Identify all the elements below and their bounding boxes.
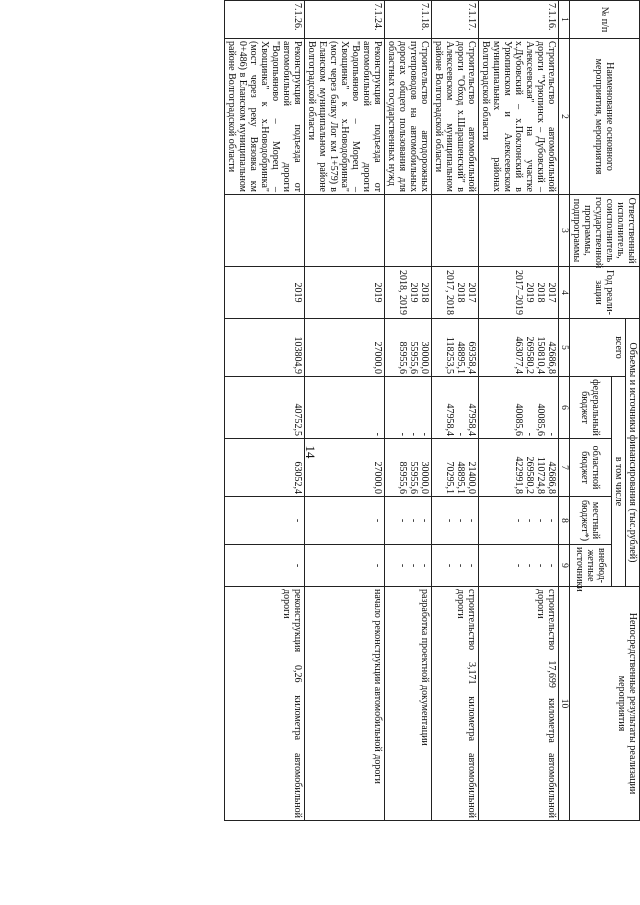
column-number-2: 2 xyxy=(559,39,570,195)
header-num: № п/п xyxy=(570,1,640,39)
result-cell: строительство 3,171 километра автомобильной дороги xyxy=(432,587,479,821)
regional-cell xyxy=(432,439,479,497)
regional-cell xyxy=(305,439,385,497)
extra-cell xyxy=(225,545,305,587)
column-number-3: 3 xyxy=(559,195,570,267)
result-cell: начало реконструкции автомобильной дороги xyxy=(305,587,385,821)
regional-cell-value: 70295,1 xyxy=(444,461,455,494)
extra-cell xyxy=(479,545,559,587)
event-name: Строительство автомобильной дороги "Урюпинск – Дубовский – Алексеевская" на участке х.Дубовский – х.Поклонский в Урюпинском и Алексеевском муниципальных районах Волгоградской области xyxy=(479,39,559,195)
total-cell xyxy=(305,319,385,377)
local-cell-value: - xyxy=(524,518,535,523)
total-cell xyxy=(432,319,479,377)
total-cell xyxy=(225,319,305,377)
local-cell-value: - xyxy=(455,518,466,523)
federal-cell-value: 47958,4 xyxy=(466,403,477,436)
column-number-6: 6 xyxy=(559,377,570,439)
federal-cell-value: - xyxy=(546,432,557,436)
total-cell-value: 42686,8 xyxy=(546,341,557,374)
header-local: местный бюджет*) xyxy=(570,497,612,545)
event-name: Строительство автодорожных путепроводов на автомобильных дорогах общего пользования для областных государственных нужд xyxy=(385,39,432,195)
extra-cell-value: - xyxy=(419,563,430,568)
local-cell-value: - xyxy=(444,518,455,523)
responsible-cell xyxy=(225,195,305,267)
regional-cell-value: 269580,2 xyxy=(524,456,535,494)
total-cell xyxy=(479,319,559,377)
extra-cell xyxy=(432,545,479,587)
total-cell-value: 30000,0 xyxy=(419,341,430,374)
local-cell-value: - xyxy=(292,518,303,523)
table-row xyxy=(385,1,432,821)
year-cell-value: 2018 xyxy=(419,282,430,303)
federal-cell-value: 47958,4 xyxy=(444,403,455,436)
year-cell xyxy=(385,267,432,319)
header-extra: внебюд-жетные источники xyxy=(570,545,612,587)
federal-cell xyxy=(432,377,479,439)
extra-cell-value: - xyxy=(292,563,303,568)
header-funding: Объемы и источники финансирования (тыс.рублей) xyxy=(626,319,640,587)
regional-cell-value: 422991,8 xyxy=(513,456,524,494)
row-number: 7.1.18. xyxy=(385,1,432,39)
table-body xyxy=(225,1,559,821)
extra-cell-value: - xyxy=(466,563,477,568)
extra-cell-value: - xyxy=(535,563,546,568)
federal-cell xyxy=(225,377,305,439)
total-cell-value: 118253,5 xyxy=(444,336,455,374)
regional-cell xyxy=(479,439,559,497)
row-number: 7.1.16. xyxy=(479,1,559,39)
local-cell xyxy=(385,497,432,545)
local-cell xyxy=(432,497,479,545)
column-number-8: 8 xyxy=(559,497,570,545)
extra-cell-value: - xyxy=(455,563,466,568)
total-cell-value: 150810,4 xyxy=(535,336,546,374)
year-cell-value: 2019 xyxy=(292,282,303,303)
total-cell-value: 69358,4 xyxy=(466,341,477,374)
total-cell-value: 27000,0 xyxy=(372,341,383,374)
regional-cell xyxy=(385,439,432,497)
total-cell-value: 48895,1 xyxy=(455,341,466,374)
federal-cell-value: 40752,5 xyxy=(292,403,303,436)
year-cell-value: 2019 xyxy=(408,282,419,303)
federal-cell-value: - xyxy=(372,432,383,436)
column-number-7: 7 xyxy=(559,439,570,497)
year-cell-value: 2017 xyxy=(546,282,557,303)
year-cell xyxy=(479,267,559,319)
column-number-10: 10 xyxy=(559,587,570,821)
extra-cell-value: - xyxy=(397,563,408,568)
extra-cell-value: - xyxy=(444,563,455,568)
table-row xyxy=(479,1,559,821)
local-cell-value: - xyxy=(535,518,546,523)
column-number-4: 4 xyxy=(559,267,570,319)
total-cell-value: 85955,6 xyxy=(397,341,408,374)
row-number: 7.1.26. xyxy=(225,1,305,39)
local-cell xyxy=(225,497,305,545)
federal-cell-value: - xyxy=(397,432,408,436)
local-cell-value: - xyxy=(513,518,524,523)
total-cell-value: 55955,6 xyxy=(408,341,419,374)
regional-cell-value: 63052,4 xyxy=(292,461,303,494)
table-row xyxy=(225,1,305,821)
extra-cell-value: - xyxy=(372,563,383,568)
regional-cell-value: 85955,6 xyxy=(397,461,408,494)
federal-cell-value: 40085,6 xyxy=(513,403,524,436)
federal-cell-value: - xyxy=(419,432,430,436)
total-cell-value: 103804,9 xyxy=(292,336,303,374)
extra-cell xyxy=(305,545,385,587)
total-cell xyxy=(385,319,432,377)
local-cell-value: - xyxy=(408,518,419,523)
header-year: Год реали-зации xyxy=(570,267,640,319)
year-cell-value: 2018 xyxy=(455,282,466,303)
federal-cell xyxy=(479,377,559,439)
page-number: 14 xyxy=(303,445,318,459)
regional-cell-value: 42686,8 xyxy=(546,461,557,494)
local-cell-value: - xyxy=(466,518,477,523)
funding-table xyxy=(224,0,640,821)
column-number-1: 1 xyxy=(559,1,570,39)
responsible-cell xyxy=(305,195,385,267)
regional-cell xyxy=(225,439,305,497)
year-cell-value: 2018 xyxy=(535,282,546,303)
responsible-cell xyxy=(432,195,479,267)
column-number-row xyxy=(559,1,570,821)
year-cell xyxy=(225,267,305,319)
result-cell: строительство 17,699 километра автомобильной дороги xyxy=(479,587,559,821)
extra-cell-value: - xyxy=(513,563,524,568)
federal-cell-value: - xyxy=(524,432,535,436)
rotated-table-container xyxy=(115,0,640,820)
event-name: Строительство автомобильной дороги "Обход х.Шарашенский" в Алексеевском муниципальном районе Волгоградской области xyxy=(432,39,479,195)
local-cell-value: - xyxy=(419,518,430,523)
local-cell xyxy=(305,497,385,545)
event-name: Реконструкция подъезда от автомобильной дороги "Водопьяново – Морец – Хвощинка" к х.Новодобринка" (мост через балку Лог км 1+579) в Еланском муниципальном районе Волгоградской области xyxy=(305,39,385,195)
regional-cell-value: 30000,0 xyxy=(419,461,430,494)
regional-cell-value: 48895,1 xyxy=(455,461,466,494)
regional-cell-value: 110724,8 xyxy=(535,456,546,494)
header-total: всего xyxy=(570,319,626,377)
local-cell-value: - xyxy=(546,518,557,523)
total-cell-value: 269580,2 xyxy=(524,336,535,374)
column-number-9: 9 xyxy=(559,545,570,587)
header-federal: федеральный бюджет xyxy=(570,377,612,439)
header-incl: в том числе xyxy=(612,377,626,587)
year-cell-value: 2018, 2019 xyxy=(397,270,408,315)
event-name: Реконструкция подъезда от автомобильной дороги "Водопьяново – Морец – Хвощинка" к х.Новодобринка" (мост через реку Вязовка км 0+486) в Еланском муниципальном районе Волгоградской области xyxy=(225,39,305,195)
responsible-cell xyxy=(479,195,559,267)
year-cell-value: 2019 xyxy=(372,282,383,303)
table-row xyxy=(305,1,385,821)
year-cell-value: 2019 xyxy=(524,282,535,303)
extra-cell-value: - xyxy=(408,563,419,568)
year-cell xyxy=(432,267,479,319)
federal-cell-value: - xyxy=(408,432,419,436)
federal-cell xyxy=(385,377,432,439)
column-number-5: 5 xyxy=(559,319,570,377)
year-cell xyxy=(305,267,385,319)
row-number: 7.1.17. xyxy=(432,1,479,39)
federal-cell-value: - xyxy=(455,432,466,436)
table-row xyxy=(432,1,479,821)
total-cell-value: 463077,4 xyxy=(513,336,524,374)
header-results: Непосредственные результаты реализации мероприятия xyxy=(570,587,640,821)
federal-cell xyxy=(305,377,385,439)
header-responsible: Ответственный исполнитель, соисполнитель государственной программы, подпрограммы xyxy=(570,195,640,267)
extra-cell xyxy=(385,545,432,587)
regional-cell-value: 27000,0 xyxy=(372,461,383,494)
regional-cell-value: 55955,6 xyxy=(408,461,419,494)
regional-cell-value: 21400,0 xyxy=(466,461,477,494)
federal-cell-value: 40085,6 xyxy=(535,403,546,436)
row-number: 7.1.24. xyxy=(305,1,385,39)
header-regional: областной бюджет xyxy=(570,439,612,497)
result-cell: реконструкция 0,26 километра автомобильной дороги xyxy=(225,587,305,821)
extra-cell-value: - xyxy=(524,563,535,568)
responsible-cell xyxy=(385,195,432,267)
year-cell-value: 2017–2019 xyxy=(513,270,524,315)
year-cell-value: 2017, 2018 xyxy=(444,270,455,315)
local-cell-value: - xyxy=(397,518,408,523)
header-name: Наименование основного мероприятия, мероприятия xyxy=(570,39,640,195)
local-cell xyxy=(479,497,559,545)
year-cell-value: 2017 xyxy=(466,282,477,303)
local-cell-value: - xyxy=(372,518,383,523)
result-cell: разработка проектной документации xyxy=(385,587,432,821)
extra-cell-value: - xyxy=(546,563,557,568)
